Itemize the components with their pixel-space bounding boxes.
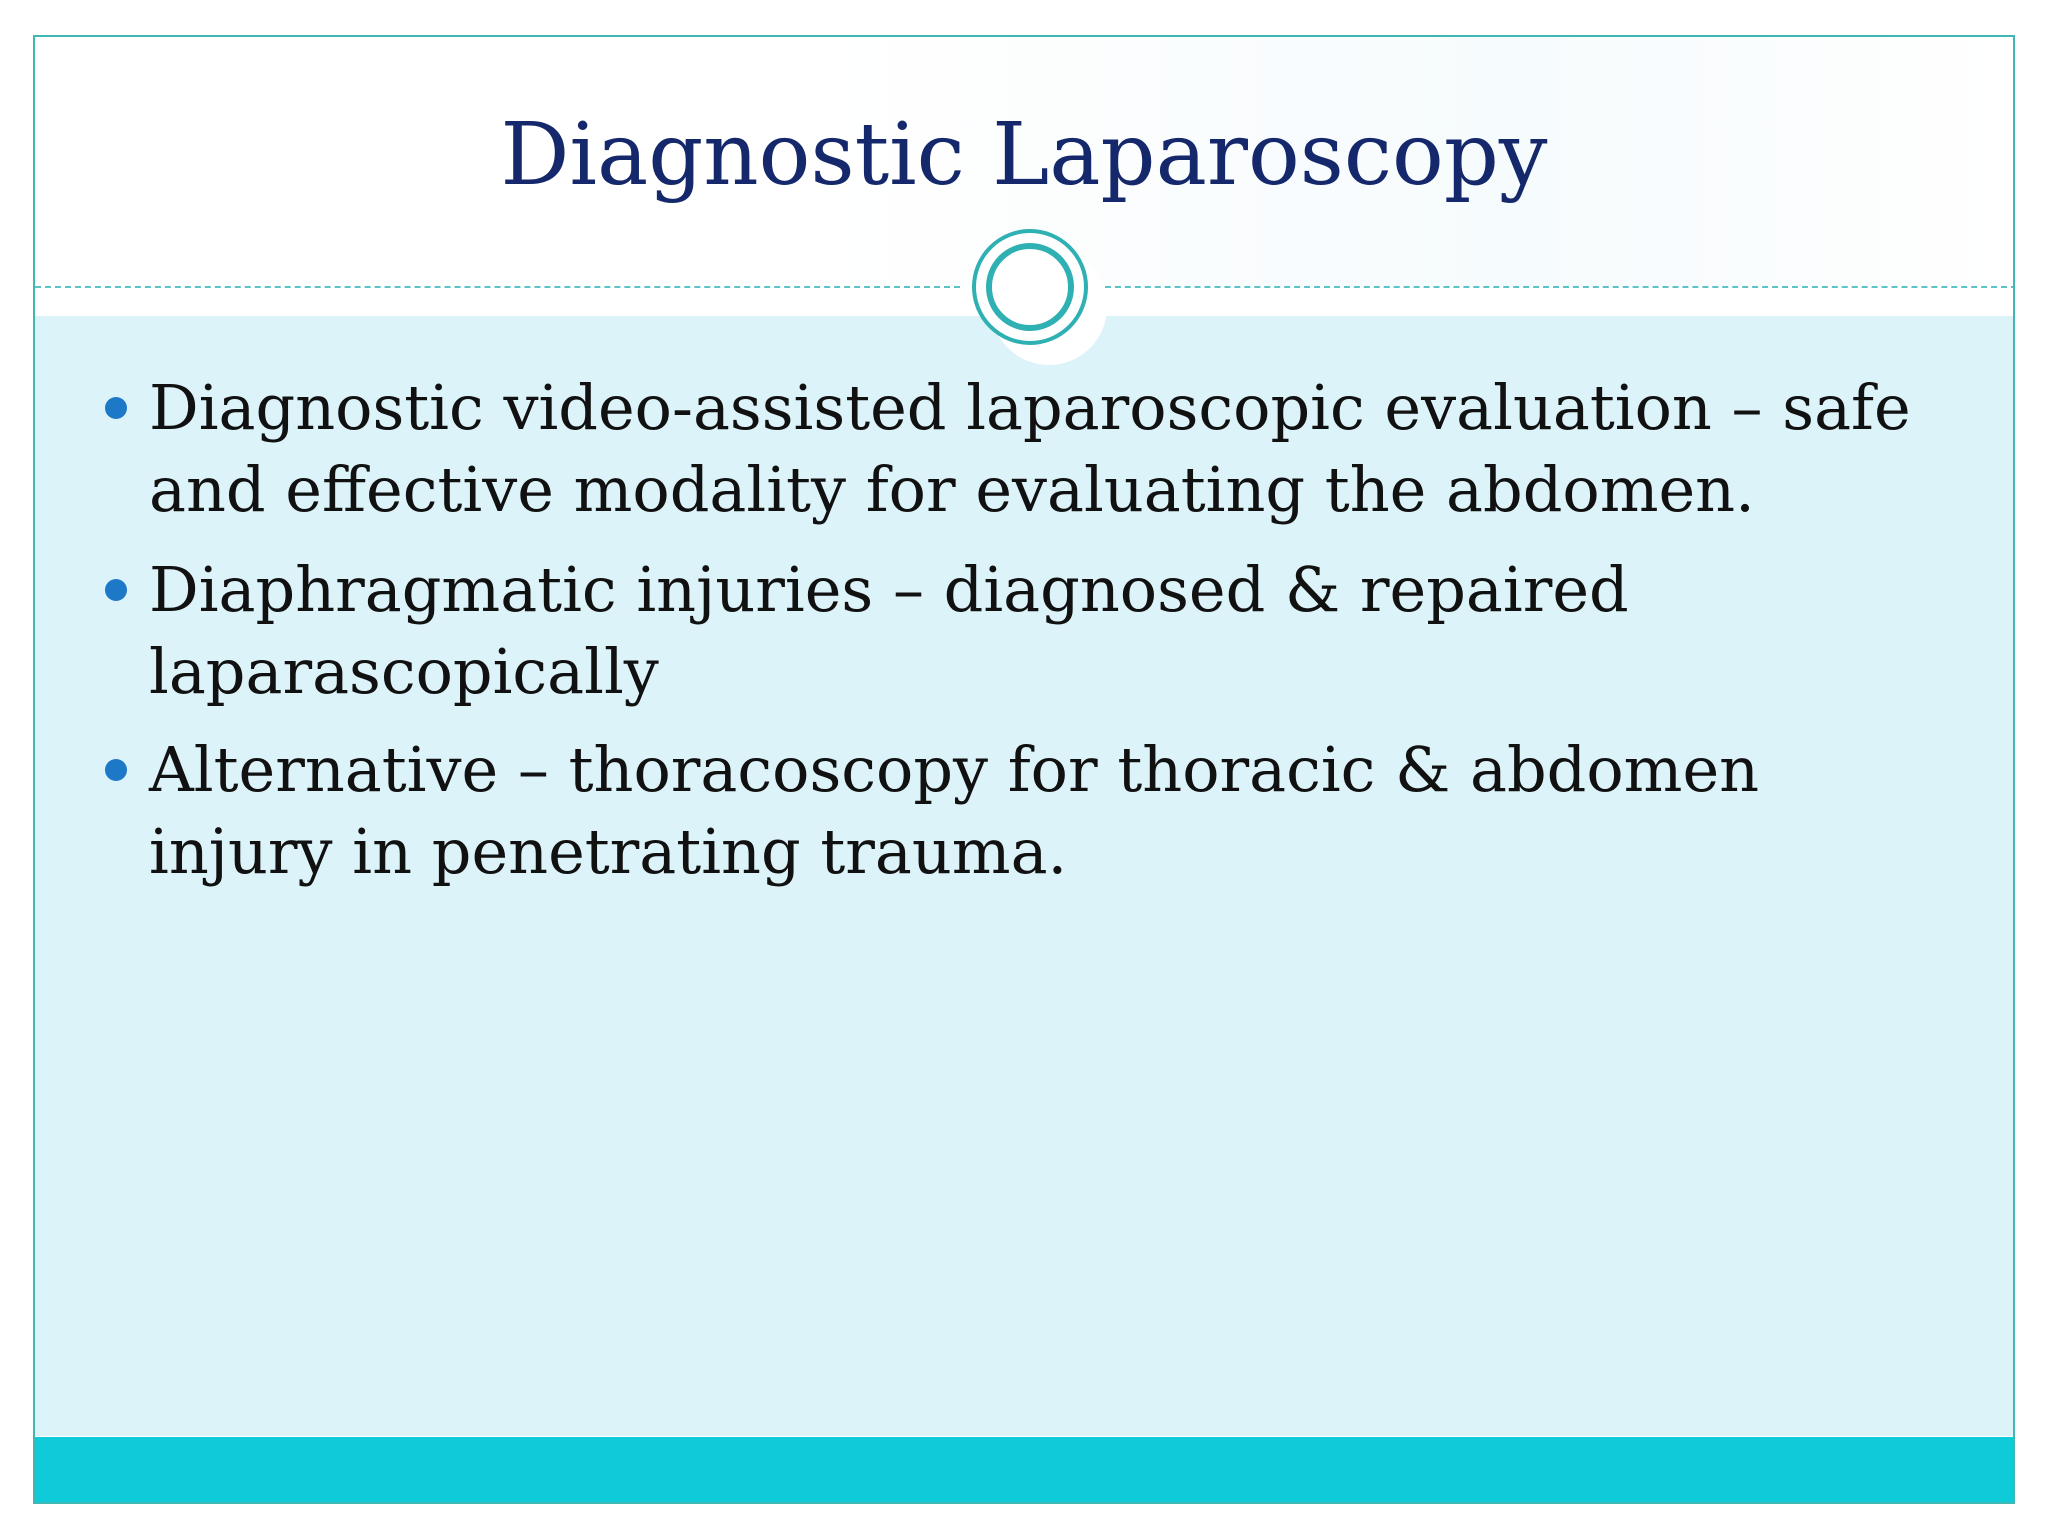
- slide-title: Diagnostic Laparoscopy: [500, 105, 1548, 205]
- bullet-dot-icon: [105, 579, 127, 601]
- ring-ornament-icon: [972, 229, 1088, 345]
- divider-line-left: [35, 286, 960, 288]
- bullet-text: Diaphragmatic injuries – diagnosed & repaired laparascopically: [149, 553, 1629, 708]
- bullet-item: [149, 367, 1929, 531]
- bullet-dot-icon: [105, 759, 127, 781]
- bullet-item: [149, 549, 1929, 713]
- inner-ring: [986, 243, 1074, 331]
- bullet-text: Alternative – thoracoscopy for thoracic & abdomen injury in penetrating trauma.: [149, 733, 1760, 888]
- slide-frame: [33, 35, 2015, 1504]
- bullet-dot-icon: [105, 397, 127, 419]
- bullet-text: Diagnostic video-assisted laparoscopic evaluation – safe and effective modality for evaluating the abdomen.: [149, 371, 1911, 526]
- bullet-item: [149, 729, 1929, 893]
- divider-line-right: [1095, 286, 2015, 288]
- footer-bar: [35, 1437, 2013, 1504]
